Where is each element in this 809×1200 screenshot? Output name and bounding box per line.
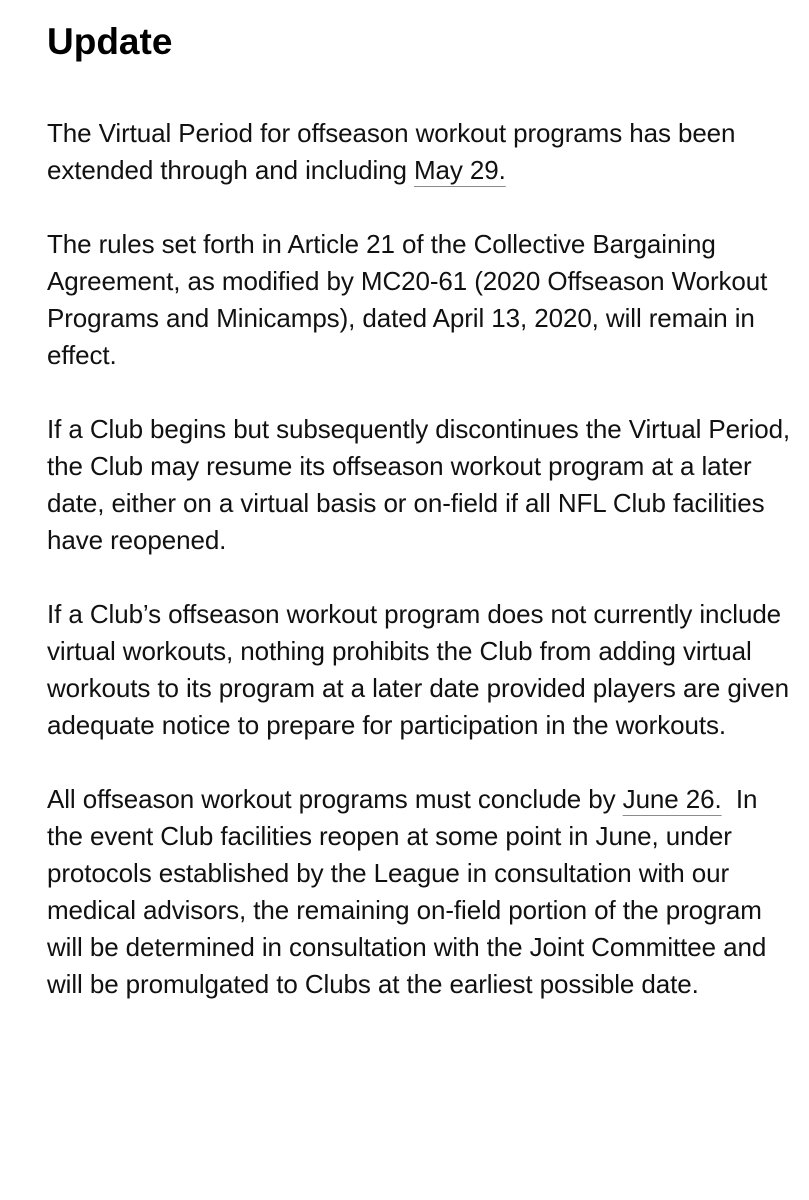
date-link-may-29[interactable]: May 29. — [413, 155, 506, 185]
document-page — [47, 0, 797, 1003]
paragraph-discontinue-resume: If a Club begins but subsequently discontinues the Virtual Period, the Club may resume its offseason workout program at a later date, either on a virtual basis or on-field if all NFL Club facilities have reopened. — [47, 414, 791, 555]
paragraph-text: In the event Club facilities reopen at some point in June, under protocols established by the League in consultation with our medical advisors, the remaining on-field portion of the program will be determined in consultation with the Joint Committee and will be promulgated to Clubs at the earliest possible date. — [47, 784, 774, 999]
paragraph-adding-virtual-workouts: If a Club’s offseason workout program does not currently include virtual workouts, nothing prohibits the Club from adding virtual workouts to its program at a later date provided players are given adequate notice to prepare for participation in the workouts. — [47, 599, 790, 740]
paragraph-conclusion-date — [47, 781, 797, 1003]
paragraph-virtual-period-extension — [47, 115, 797, 189]
page-title: Update — [47, 21, 173, 62]
paragraph-rules-in-effect: The rules set forth in Article 21 of the Collective Bargaining Agreement, as modified by MC20-61 (2020 Offseason Workout Programs and Minicamps), dated April 13, 2020, will remain in effect. — [47, 229, 768, 370]
date-link-june-26[interactable]: June 26. — [622, 784, 722, 814]
paragraph-text: The Virtual Period for offseason workout programs has been extended through and including — [47, 118, 736, 185]
paragraph-text: All offseason workout programs must conclude by — [47, 784, 623, 814]
